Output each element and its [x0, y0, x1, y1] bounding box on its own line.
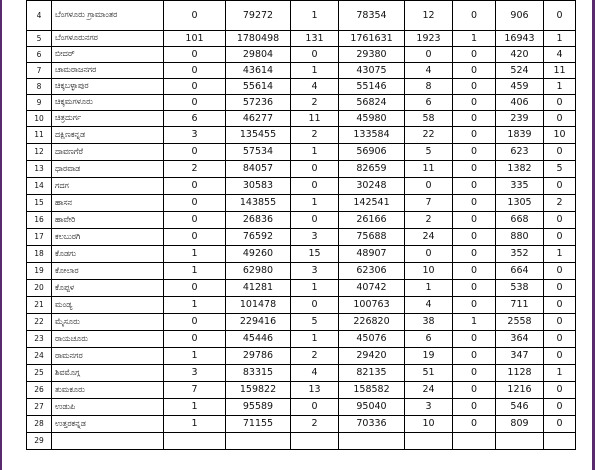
value-cell: 0 [164, 314, 226, 331]
value-cell: 6 [405, 331, 453, 348]
value-cell: 0 [164, 280, 226, 297]
serial-number: 13 [27, 161, 52, 178]
district-name: ರಾಯಚೂರು [52, 331, 164, 348]
table-row [27, 263, 576, 280]
value-cell: 19 [405, 348, 453, 365]
district-name: ಕೋಲಾರ [52, 263, 164, 280]
value-cell: 0 [544, 348, 576, 365]
value-cell: 0 [453, 178, 496, 195]
value-cell: 335 [496, 178, 544, 195]
value-cell: 0 [405, 47, 453, 63]
value-cell: 75688 [339, 229, 405, 246]
value-cell: 0 [544, 416, 576, 433]
table-row [27, 399, 576, 416]
table-row [27, 348, 576, 365]
value-cell [164, 433, 226, 450]
value-cell: 0 [164, 79, 226, 95]
table-row [27, 246, 576, 263]
value-cell: 0 [544, 212, 576, 229]
value-cell: 0 [544, 178, 576, 195]
value-cell: 26836 [226, 212, 291, 229]
value-cell: 1761631 [339, 31, 405, 47]
value-cell: 78354 [339, 1, 405, 31]
value-cell: 30583 [226, 178, 291, 195]
value-cell: 0 [544, 111, 576, 127]
serial-number: 19 [27, 263, 52, 280]
value-cell: 45980 [339, 111, 405, 127]
value-cell: 0 [405, 178, 453, 195]
value-cell: 0 [453, 246, 496, 263]
value-cell: 2558 [496, 314, 544, 331]
value-cell: 2 [544, 195, 576, 212]
value-cell: 0 [453, 280, 496, 297]
serial-number: 16 [27, 212, 52, 229]
table-row [27, 280, 576, 297]
district-name: ಕೊಡಗು [52, 246, 164, 263]
value-cell: 0 [164, 47, 226, 63]
value-cell: 62306 [339, 263, 405, 280]
value-cell: 1 [291, 144, 339, 161]
value-cell: 159822 [226, 382, 291, 399]
value-cell: 12 [405, 1, 453, 31]
value-cell: 0 [164, 331, 226, 348]
value-cell: 101 [164, 31, 226, 47]
value-cell: 0 [544, 280, 576, 297]
value-cell: 1216 [496, 382, 544, 399]
value-cell [339, 433, 405, 450]
district-name: ಚಿಕ್ಕಮಗಳೂರು [52, 95, 164, 111]
value-cell: 1 [164, 246, 226, 263]
value-cell: 11 [405, 161, 453, 178]
value-cell [544, 433, 576, 450]
table-row [27, 331, 576, 348]
value-cell: 459 [496, 79, 544, 95]
district-name: ಗದಗ [52, 178, 164, 195]
value-cell: 1382 [496, 161, 544, 178]
value-cell: 0 [405, 246, 453, 263]
value-cell: 0 [453, 297, 496, 314]
value-cell: 3 [164, 127, 226, 144]
table-row [27, 297, 576, 314]
value-cell: 45446 [226, 331, 291, 348]
value-cell: 0 [291, 161, 339, 178]
value-cell: 0 [453, 161, 496, 178]
value-cell: 4 [291, 365, 339, 382]
value-cell: 4 [291, 79, 339, 95]
value-cell: 406 [496, 95, 544, 111]
value-cell: 133584 [339, 127, 405, 144]
value-cell: 4 [405, 63, 453, 79]
serial-number: 21 [27, 297, 52, 314]
value-cell: 2 [291, 416, 339, 433]
value-cell: 0 [291, 297, 339, 314]
value-cell: 0 [291, 47, 339, 63]
value-cell: 2 [405, 212, 453, 229]
serial-number: 9 [27, 95, 52, 111]
value-cell: 0 [164, 195, 226, 212]
value-cell: 100763 [339, 297, 405, 314]
value-cell: 0 [544, 399, 576, 416]
district-name: ರಾಮನಗರ [52, 348, 164, 365]
district-name: ದಾವಣಗೆರೆ [52, 144, 164, 161]
district-name: ಚಾಮರಾಜನಗರ [52, 63, 164, 79]
serial-number: 28 [27, 416, 52, 433]
value-cell: 135455 [226, 127, 291, 144]
value-cell: 6 [164, 111, 226, 127]
value-cell: 57236 [226, 95, 291, 111]
value-cell: 0 [544, 297, 576, 314]
value-cell: 15 [291, 246, 339, 263]
serial-number: 26 [27, 382, 52, 399]
value-cell: 623 [496, 144, 544, 161]
value-cell: 70336 [339, 416, 405, 433]
value-cell: 7 [405, 195, 453, 212]
value-cell: 84057 [226, 161, 291, 178]
value-cell: 49260 [226, 246, 291, 263]
value-cell: 0 [164, 95, 226, 111]
district-name: ಮೈಸೂರು [52, 314, 164, 331]
table-row [27, 178, 576, 195]
value-cell: 0 [544, 263, 576, 280]
value-cell: 1 [291, 1, 339, 31]
serial-number: 8 [27, 79, 52, 95]
value-cell: 0 [453, 79, 496, 95]
value-cell: 0 [453, 331, 496, 348]
district-name: ಚಿತ್ರದುರ್ಗ [52, 111, 164, 127]
value-cell: 45076 [339, 331, 405, 348]
district-table [26, 0, 576, 450]
value-cell: 158582 [339, 382, 405, 399]
value-cell: 1 [164, 399, 226, 416]
value-cell: 711 [496, 297, 544, 314]
value-cell: 10 [405, 416, 453, 433]
district-table-container [26, 0, 575, 450]
value-cell: 7 [164, 382, 226, 399]
table-row [27, 31, 576, 47]
value-cell: 11 [544, 63, 576, 79]
value-cell: 2 [291, 348, 339, 365]
value-cell: 0 [453, 63, 496, 79]
value-cell: 0 [164, 178, 226, 195]
value-cell: 880 [496, 229, 544, 246]
page-border-left [0, 0, 2, 470]
value-cell: 22 [405, 127, 453, 144]
value-cell [453, 433, 496, 450]
serial-number: 4 [27, 1, 52, 31]
value-cell: 0 [453, 111, 496, 127]
district-name: ಬೀದರ್ [52, 47, 164, 63]
value-cell: 0 [544, 314, 576, 331]
value-cell: 0 [453, 348, 496, 365]
value-cell: 76592 [226, 229, 291, 246]
value-cell: 58 [405, 111, 453, 127]
serial-number: 6 [27, 47, 52, 63]
value-cell: 57534 [226, 144, 291, 161]
value-cell: 1 [164, 263, 226, 280]
value-cell: 352 [496, 246, 544, 263]
value-cell: 38 [405, 314, 453, 331]
value-cell: 6 [405, 95, 453, 111]
table-body [27, 1, 576, 450]
value-cell: 4 [544, 47, 576, 63]
table-row [27, 95, 576, 111]
district-name: ಹಾವೇರಿ [52, 212, 164, 229]
value-cell: 26166 [339, 212, 405, 229]
table-row [27, 229, 576, 246]
district-name: ಮಂಡ್ಯ [52, 297, 164, 314]
value-cell: 239 [496, 111, 544, 127]
district-name: ಉಡುಪಿ [52, 399, 164, 416]
value-cell: 229416 [226, 314, 291, 331]
value-cell: 668 [496, 212, 544, 229]
serial-number: 10 [27, 111, 52, 127]
district-name: ಚಿಕ್ಕಬಳ್ಳಾಪುರ [52, 79, 164, 95]
value-cell: 30248 [339, 178, 405, 195]
value-cell: 0 [453, 47, 496, 63]
value-cell: 0 [453, 127, 496, 144]
table-row [27, 79, 576, 95]
value-cell: 29380 [339, 47, 405, 63]
value-cell: 51 [405, 365, 453, 382]
value-cell: 664 [496, 263, 544, 280]
value-cell: 0 [453, 95, 496, 111]
value-cell: 3 [164, 365, 226, 382]
serial-number: 20 [27, 280, 52, 297]
value-cell: 29804 [226, 47, 291, 63]
value-cell: 40742 [339, 280, 405, 297]
district-name: ಶಿವಮೊಗ್ಗ [52, 365, 164, 382]
value-cell: 13 [291, 382, 339, 399]
district-name: ಕಲಬುರಗಿ [52, 229, 164, 246]
value-cell: 5 [405, 144, 453, 161]
value-cell: 0 [453, 382, 496, 399]
value-cell: 1 [291, 331, 339, 348]
value-cell: 538 [496, 280, 544, 297]
table-row [27, 63, 576, 79]
value-cell: 0 [453, 365, 496, 382]
value-cell: 226820 [339, 314, 405, 331]
value-cell: 1 [291, 195, 339, 212]
value-cell [226, 433, 291, 450]
value-cell: 16943 [496, 31, 544, 47]
table-row [27, 144, 576, 161]
value-cell: 0 [164, 212, 226, 229]
value-cell: 95040 [339, 399, 405, 416]
value-cell: 1 [164, 348, 226, 365]
table-row [27, 212, 576, 229]
serial-number: 14 [27, 178, 52, 195]
value-cell: 0 [164, 229, 226, 246]
value-cell: 0 [164, 144, 226, 161]
value-cell: 56824 [339, 95, 405, 111]
district-name: ಬೆಂಗಳೂರು ಗ್ರಾಮಾಂತರ [52, 1, 164, 31]
value-cell: 83315 [226, 365, 291, 382]
table-row [27, 161, 576, 178]
value-cell: 29786 [226, 348, 291, 365]
value-cell: 11 [291, 111, 339, 127]
value-cell: 4 [405, 297, 453, 314]
value-cell: 364 [496, 331, 544, 348]
value-cell: 1 [291, 280, 339, 297]
value-cell: 55146 [339, 79, 405, 95]
value-cell: 1839 [496, 127, 544, 144]
value-cell: 1780498 [226, 31, 291, 47]
table-row [27, 433, 576, 450]
value-cell: 1 [405, 280, 453, 297]
value-cell: 546 [496, 399, 544, 416]
district-name: ತುಮಕೂರು [52, 382, 164, 399]
value-cell: 0 [453, 399, 496, 416]
value-cell: 0 [453, 229, 496, 246]
serial-number: 15 [27, 195, 52, 212]
value-cell: 41281 [226, 280, 291, 297]
value-cell: 1 [164, 297, 226, 314]
value-cell: 0 [291, 212, 339, 229]
value-cell: 3 [291, 229, 339, 246]
value-cell [405, 433, 453, 450]
value-cell: 24 [405, 229, 453, 246]
value-cell: 906 [496, 1, 544, 31]
value-cell: 1923 [405, 31, 453, 47]
value-cell: 0 [453, 416, 496, 433]
serial-number: 29 [27, 433, 52, 450]
table-row [27, 47, 576, 63]
value-cell [291, 433, 339, 450]
value-cell: 82659 [339, 161, 405, 178]
value-cell: 0 [544, 382, 576, 399]
table-row [27, 127, 576, 144]
district-name: ಹಾಸನ [52, 195, 164, 212]
value-cell: 1 [453, 314, 496, 331]
value-cell: 0 [164, 63, 226, 79]
value-cell: 8 [405, 79, 453, 95]
value-cell: 5 [544, 161, 576, 178]
value-cell: 0 [544, 331, 576, 348]
value-cell: 1 [164, 416, 226, 433]
value-cell: 142541 [339, 195, 405, 212]
value-cell: 3 [405, 399, 453, 416]
table-row [27, 1, 576, 31]
value-cell: 1 [453, 31, 496, 47]
value-cell: 43614 [226, 63, 291, 79]
value-cell: 0 [291, 399, 339, 416]
table-row [27, 382, 576, 399]
value-cell: 71155 [226, 416, 291, 433]
value-cell: 24 [405, 382, 453, 399]
value-cell: 1 [544, 79, 576, 95]
district-name: ಕೊಪ್ಪಳ [52, 280, 164, 297]
district-name: ದಕ್ಷಿಣಕನ್ನಡ [52, 127, 164, 144]
value-cell: 1128 [496, 365, 544, 382]
table-row [27, 111, 576, 127]
serial-number: 17 [27, 229, 52, 246]
value-cell: 1 [291, 63, 339, 79]
serial-number: 25 [27, 365, 52, 382]
serial-number: 7 [27, 63, 52, 79]
value-cell: 131 [291, 31, 339, 47]
value-cell: 1 [544, 246, 576, 263]
value-cell: 0 [544, 229, 576, 246]
value-cell: 1 [544, 365, 576, 382]
value-cell: 0 [453, 144, 496, 161]
value-cell: 5 [291, 314, 339, 331]
district-name: ಬೆಂಗಳೂರುನಗರ [52, 31, 164, 47]
value-cell: 0 [164, 1, 226, 31]
table-row [27, 416, 576, 433]
value-cell: 55614 [226, 79, 291, 95]
serial-number: 23 [27, 331, 52, 348]
value-cell: 1305 [496, 195, 544, 212]
value-cell: 347 [496, 348, 544, 365]
value-cell: 48907 [339, 246, 405, 263]
value-cell: 10 [544, 127, 576, 144]
value-cell: 420 [496, 47, 544, 63]
value-cell: 524 [496, 63, 544, 79]
value-cell [496, 433, 544, 450]
value-cell: 2 [291, 127, 339, 144]
serial-number: 24 [27, 348, 52, 365]
serial-number: 18 [27, 246, 52, 263]
value-cell: 56906 [339, 144, 405, 161]
value-cell: 62980 [226, 263, 291, 280]
value-cell: 2 [291, 95, 339, 111]
value-cell: 10 [405, 263, 453, 280]
table-row [27, 365, 576, 382]
district-name [52, 433, 164, 450]
value-cell: 79272 [226, 1, 291, 31]
district-name: ಧಾರವಾಡ [52, 161, 164, 178]
value-cell: 0 [544, 144, 576, 161]
value-cell: 101478 [226, 297, 291, 314]
value-cell: 0 [291, 178, 339, 195]
value-cell: 0 [453, 263, 496, 280]
serial-number: 27 [27, 399, 52, 416]
value-cell: 46277 [226, 111, 291, 127]
value-cell: 809 [496, 416, 544, 433]
value-cell: 95589 [226, 399, 291, 416]
value-cell: 143855 [226, 195, 291, 212]
value-cell: 1 [544, 31, 576, 47]
serial-number: 22 [27, 314, 52, 331]
value-cell: 43075 [339, 63, 405, 79]
value-cell: 0 [544, 1, 576, 31]
district-name: ಉತ್ತರಕನ್ನಡ [52, 416, 164, 433]
value-cell: 82135 [339, 365, 405, 382]
serial-number: 11 [27, 127, 52, 144]
table-row [27, 314, 576, 331]
serial-number: 5 [27, 31, 52, 47]
table-row [27, 195, 576, 212]
value-cell: 29420 [339, 348, 405, 365]
value-cell: 3 [291, 263, 339, 280]
value-cell: 0 [453, 212, 496, 229]
value-cell: 0 [453, 1, 496, 31]
value-cell: 0 [453, 195, 496, 212]
value-cell: 2 [164, 161, 226, 178]
value-cell: 0 [544, 95, 576, 111]
serial-number: 12 [27, 144, 52, 161]
